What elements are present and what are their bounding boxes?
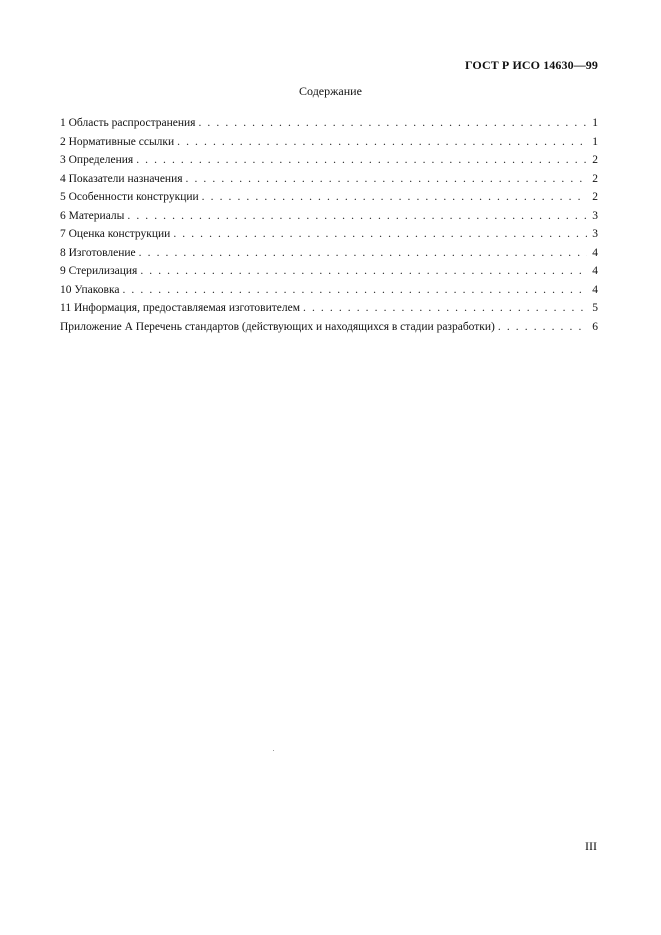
toc-leader-dots [127,207,587,226]
toc-entry-label: 7 Оценка конструкции [60,228,171,240]
toc-entry-label: 11 Информация, предоставляемая изготовителем [60,302,301,314]
toc-entry-packaging[interactable] [60,281,598,300]
toc-entry-page: 6 [592,320,598,333]
toc-entry-label: 6 Материалы [60,209,125,222]
toc-entry-sterilization[interactable] [60,262,598,281]
toc-title: Содержание [299,84,362,98]
toc-entry-design-attributes[interactable] [60,188,598,207]
toc-entry-page: 4 [592,283,598,296]
toc-entry-label: 8 Изготовление [60,246,136,259]
document-code: ГОСТ Р ИСО 14630—99 [464,58,598,72]
scan-speck [273,750,274,751]
toc-leader-dots [122,281,587,300]
toc-entry-page: 2 [592,172,598,185]
toc-leader-dots [173,225,587,244]
toc-leader-dots [498,318,587,337]
toc-leader-dots [140,262,587,281]
toc-entry-scope[interactable] [60,114,598,133]
toc-entry-annex-a[interactable] [60,318,598,337]
toc-entry-normative-references[interactable] [60,133,598,152]
toc-leader-dots [186,170,587,189]
toc-entry-label: 5 Особенности конструкции [60,191,199,203]
toc-entry-manufacture[interactable] [60,244,598,263]
toc-leader-dots [136,151,587,170]
toc-leader-dots [177,133,587,152]
toc-entry-label: 9 Стерилизация [60,265,138,277]
page-number: III [585,839,597,853]
toc-entry-page: 3 [592,209,598,222]
toc-entry-page: 4 [592,246,598,259]
toc-entry-design-evaluation[interactable] [60,225,598,244]
toc-leader-dots [198,114,587,133]
toc-entry-materials[interactable] [60,207,598,226]
toc-entry-label: 2 Нормативные ссылки [60,135,175,148]
table-of-contents [60,114,598,336]
toc-entry-page: 2 [592,154,598,166]
toc-entry-intended-performance[interactable] [60,170,598,189]
toc-entry-label: 10 Упаковка [60,283,120,296]
toc-entry-label: Приложение А Перечень стандартов (действующих и находящихся в стадии разработки) [60,320,495,333]
toc-leader-dots [139,244,587,263]
toc-leader-dots [202,188,587,207]
toc-entry-page: 2 [592,191,598,203]
toc-entry-definitions[interactable] [60,151,598,170]
toc-entry-label: 1 Область распространения [60,117,196,129]
toc-entry-page: 1 [592,135,598,148]
toc-leader-dots [303,299,587,318]
toc-entry-label: 4 Показатели назначения [60,172,183,185]
toc-entry-page: 5 [592,302,598,314]
toc-entry-label: 3 Определения [60,154,134,166]
toc-entry-page: 1 [592,117,598,129]
toc-entry-manufacturer-information[interactable] [60,299,598,318]
toc-entry-page: 3 [592,228,598,240]
toc-entry-page: 4 [592,265,598,277]
